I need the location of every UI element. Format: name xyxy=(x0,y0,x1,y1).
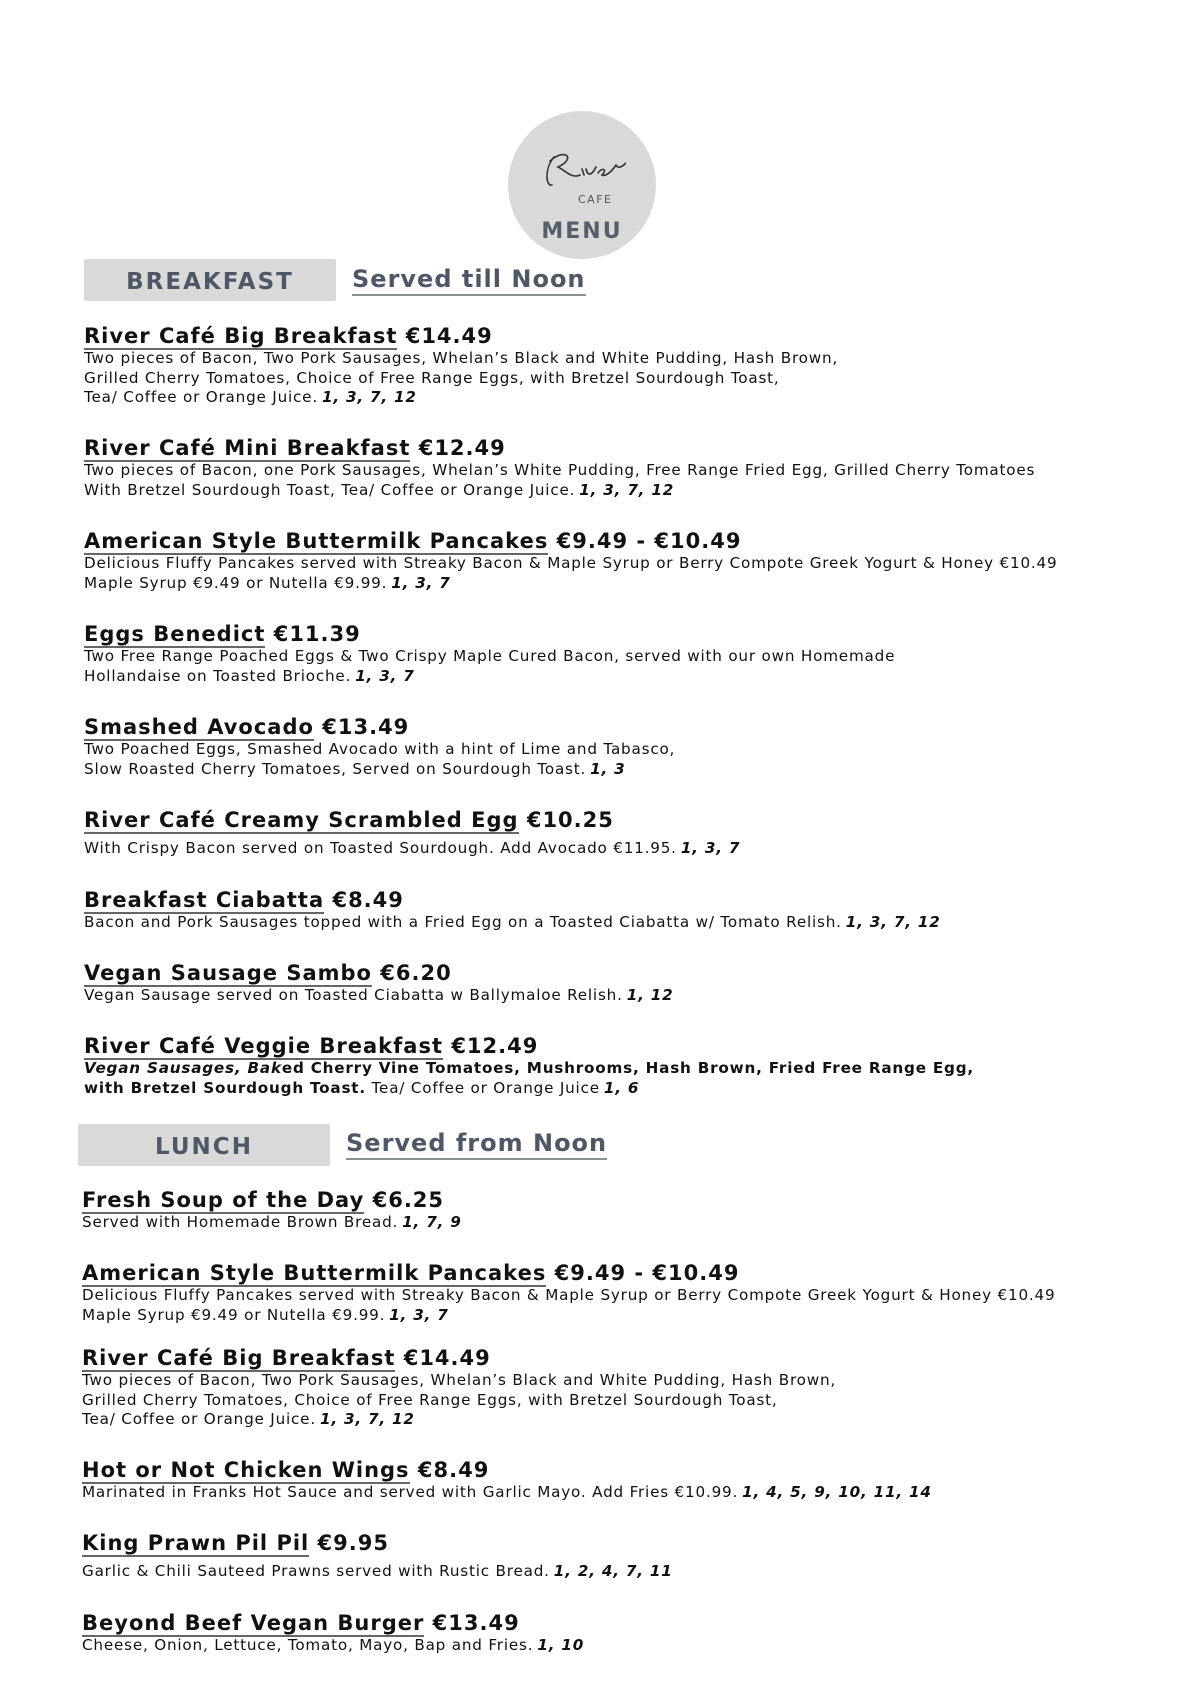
item-allergens: 1, 7, 9 xyxy=(402,1213,462,1231)
item-name: River Café Big Breakfast xyxy=(84,324,398,348)
lunch-tab: LUNCH xyxy=(78,1124,330,1166)
item-description: With Crispy Bacon served on Toasted Sourdough. Add Avocado €11.95. xyxy=(84,839,677,857)
menu-item xyxy=(84,622,1124,686)
item-allergens: 1, 3, 7 xyxy=(680,839,741,857)
menu-item xyxy=(84,961,1124,1006)
lunch-subtitle: Served from Noon xyxy=(346,1129,607,1160)
item-price: €6.25 xyxy=(372,1188,445,1212)
item-price: €10.25 xyxy=(526,808,614,832)
item-name: Smashed Avocado xyxy=(84,715,314,739)
cafe-wordmark: CAFE xyxy=(578,193,613,206)
item-price: €6.20 xyxy=(380,961,452,985)
menu-item xyxy=(84,529,1124,593)
item-description: Two Poached Eggs, Smashed Avocado with a hint of Lime and Tabasco, Slow Roasted Cherry Tomatoes, Served on Sourdough Toast. xyxy=(84,740,676,778)
river-cafe-logo xyxy=(508,111,656,259)
item-description: Marinated in Franks Hot Sauce and served with Garlic Mayo. Add Fries €10.99. xyxy=(82,1483,739,1501)
menu-item xyxy=(84,888,1124,933)
menu-item xyxy=(84,1034,1124,1098)
item-name: American Style Buttermilk Pancakes xyxy=(84,529,549,553)
item-description-bold: ed Cherry Vine Tomatoes, Mushrooms, Hash Brown, Fried Free Range Egg, xyxy=(281,1059,974,1077)
item-description-bold: with Bretzel Sourdough Toast. xyxy=(84,1078,366,1097)
breakfast-tab: BREAKFAST xyxy=(84,259,336,301)
menu-item xyxy=(82,1346,1122,1430)
item-allergens: 1, 3, 7, 12 xyxy=(845,913,941,931)
menu-item xyxy=(82,1188,1122,1233)
menu-item xyxy=(84,324,1124,408)
item-description: Cheese, Onion, Lettuce, Tomato, Mayo, Bap and Fries. xyxy=(82,1636,534,1654)
item-price: €9.95 xyxy=(317,1531,389,1555)
item-allergens: 1, 4, 5, 9, 10, 11, 14 xyxy=(742,1483,932,1501)
item-price: €8.49 xyxy=(332,888,404,912)
item-description: Bacon and Pork Sausages topped with a Fried Egg on a Toasted Ciabatta w/ Tomato Relish. xyxy=(84,913,842,931)
item-name: American Style Buttermilk Pancakes xyxy=(82,1261,547,1285)
item-name: King Prawn Pil Pil xyxy=(82,1531,310,1555)
item-name: River Café Creamy Scrambled Egg xyxy=(84,808,519,832)
item-price: €12.49 xyxy=(418,436,506,460)
item-name: Breakfast Ciabatta xyxy=(84,888,325,912)
menu-item xyxy=(82,1531,1122,1582)
item-price: €13.49 xyxy=(432,1611,520,1635)
item-allergens: 1, 2, 4, 7, 11 xyxy=(553,1562,673,1580)
breakfast-subtitle: Served till Noon xyxy=(352,265,586,296)
item-description: Two pieces of Bacon, Two Pork Sausages, Whelan’s Black and White Pudding, Hash Brown, Grilled Cherry Tomatoes, Choice of Free Range Eggs, with Bretzel Sourdough Toast, Tea/ Coffee or Orange Juice. xyxy=(84,349,839,406)
item-price: €11.39 xyxy=(273,622,361,646)
item-name: Eggs Benedict xyxy=(84,622,266,646)
item-description: Served with Homemade Brown Bread. xyxy=(82,1213,399,1231)
item-price: €14.49 xyxy=(403,1346,491,1370)
item-price: €13.49 xyxy=(322,715,410,739)
menu-heading: MENU xyxy=(541,219,623,244)
item-description-italic: Vegan Sausages, Bak xyxy=(84,1059,282,1077)
item-name: Vegan Sausage Sambo xyxy=(84,961,372,985)
item-name: River Café Veggie Breakfast xyxy=(84,1034,443,1058)
item-price: €9.49 - €10.49 xyxy=(556,529,742,553)
item-price: €14.49 xyxy=(405,324,493,348)
item-price: €12.49 xyxy=(451,1034,539,1058)
item-allergens: 1, 3, 7 xyxy=(389,1305,449,1324)
river-script-logo xyxy=(536,139,626,199)
item-allergens: 1, 12 xyxy=(626,986,674,1004)
item-name: River Café Mini Breakfast xyxy=(84,436,411,460)
item-name: River Café Big Breakfast xyxy=(82,1346,396,1370)
item-allergens: 1, 6 xyxy=(603,1078,640,1097)
item-description: Two pieces of Bacon, Two Pork Sausages, Whelan’s Black and White Pudding, Hash Brown, Grilled Cherry Tomatoes, Choice of Free Range Eggs, with Bretzel Sourdough Toast, Tea/ Coffee or Orange Juice. xyxy=(82,1371,837,1428)
item-allergens: 1, 3, 7 xyxy=(355,666,415,685)
menu-item xyxy=(82,1458,1122,1503)
item-allergens: 1, 3 xyxy=(590,759,626,778)
item-description: Delicious Fluffy Pancakes served with Streaky Bacon & Maple Syrup or Berry Compote Greek Yogurt & Honey €10.49 Maple Syrup €9.49 or Nutella €9.99. xyxy=(84,554,1058,592)
item-allergens: 1, 3, 7, 12 xyxy=(321,388,417,406)
item-allergens: 1, 3, 7 xyxy=(391,573,451,592)
item-description: Garlic & Chili Sauteed Prawns served with Rustic Bread. xyxy=(82,1562,550,1580)
menu-item xyxy=(84,715,1124,779)
menu-item xyxy=(84,808,1124,859)
menu-item xyxy=(82,1611,1122,1656)
item-name: Fresh Soup of the Day xyxy=(82,1188,365,1212)
item-price: €8.49 xyxy=(417,1458,490,1482)
item-name: Beyond Beef Vegan Burger xyxy=(82,1611,425,1635)
menu-item xyxy=(82,1261,1122,1325)
item-allergens: 1, 3, 7, 12 xyxy=(579,480,675,499)
menu-item xyxy=(84,436,1124,500)
item-allergens: 1, 3, 7, 12 xyxy=(319,1410,415,1428)
item-name: Hot or Not Chicken Wings xyxy=(82,1458,410,1482)
item-allergens: 1, 10 xyxy=(537,1636,585,1654)
item-description: Tea/ Coffee or Orange Juice xyxy=(365,1078,600,1097)
item-price: €9.49 - €10.49 xyxy=(554,1261,740,1285)
item-description: Two pieces of Bacon, one Pork Sausages, Whelan’s White Pudding, Free Range Fried Egg, Grilled Cherry Tomatoes With Bretzel Sourdough Toast, Tea/ Coffee or Orange Juice. xyxy=(84,461,1036,499)
item-description: Two Free Range Poached Eggs & Two Crispy Maple Cured Bacon, served with our own Homemade Hollandaise on Toasted Brioche. xyxy=(84,647,896,685)
item-description: Delicious Fluffy Pancakes served with Streaky Bacon & Maple Syrup or Berry Compote Greek Yogurt & Honey €10.49 Maple Syrup €9.49 or Nutella €9.99. xyxy=(82,1286,1056,1324)
item-description: Vegan Sausage served on Toasted Ciabatta w Ballymaloe Relish. xyxy=(84,986,623,1004)
